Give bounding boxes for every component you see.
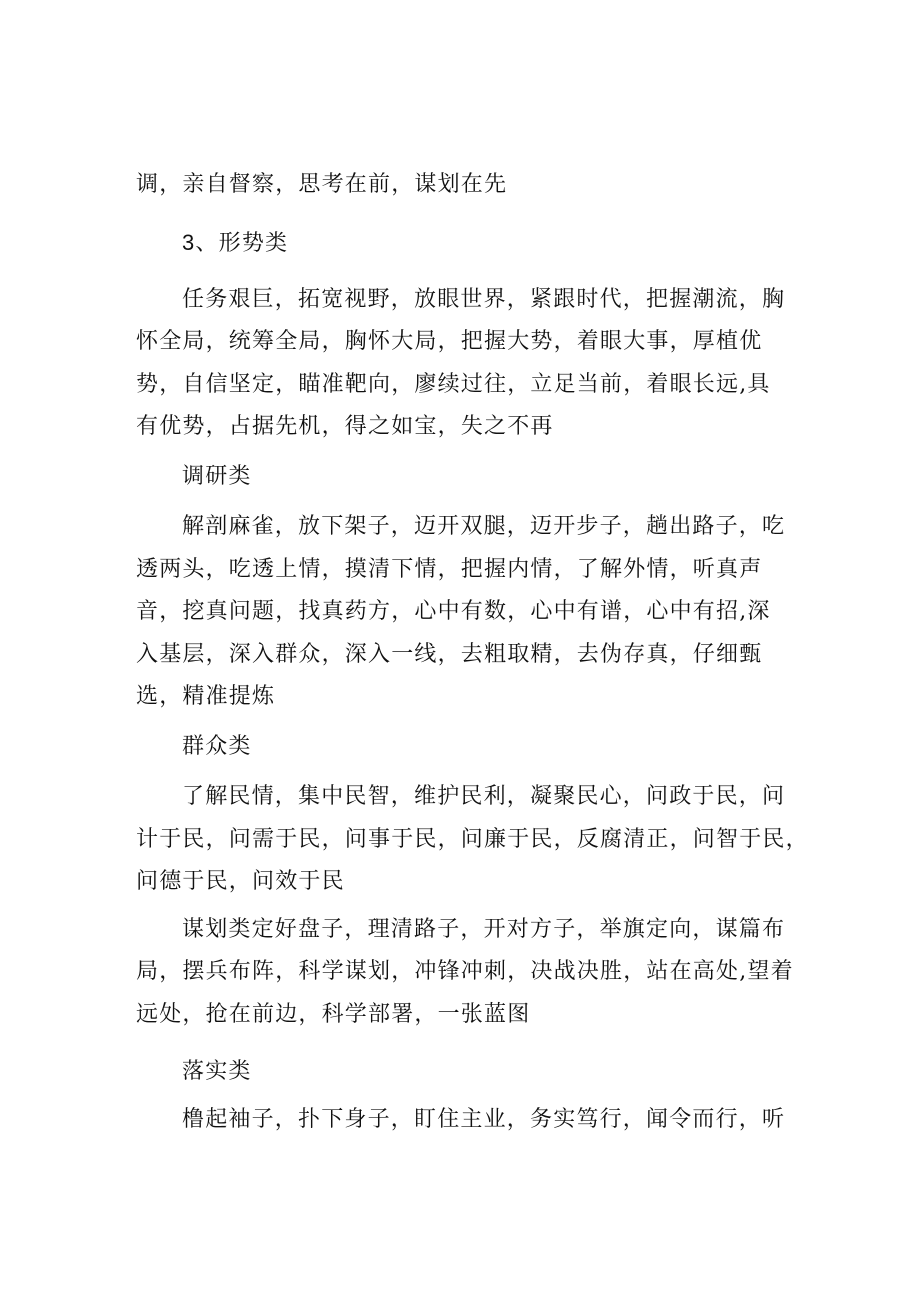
text-line: 局，摆兵布阵，科学谋划，冲锋冲刺，决战决胜，站在高处,望着 [136, 959, 794, 984]
section-heading-implementation: 落实类 [182, 1059, 252, 1084]
text-line: 任务艰巨，拓宽视野，放眼世界，紧跟时代，把握潮流，胸 [182, 287, 786, 312]
section-heading-research: 调研类 [182, 464, 252, 489]
text-line: 调，亲自督察，思考在前，谋划在先 [136, 172, 508, 197]
text-line: 计于民，问需于民，问事于民，问廉于民，反腐清正，问智于民， [136, 827, 809, 852]
text-line: 选，精准提炼 [136, 684, 276, 709]
text-line: 怀全局，统筹全局，胸怀大局，把握大势，着眼大事，厚植优 [136, 329, 763, 354]
text-line: 远处，抢在前边，科学部署，一张蓝图 [136, 1002, 531, 1027]
text-line: 谋划类定好盘子，理清路子，开对方子，举旗定向，谋篇布 [182, 917, 786, 942]
text-line: 音，挖真问题，找真药方，心中有数，心中有谱，心中有招,深 [136, 599, 771, 624]
text-line: 解剖麻雀，放下架子，迈开双腿，迈开步子，趟出路子，吃 [182, 514, 786, 539]
text-line: 橹起袖子，扑下身子，盯住主业，务实笃行，闻令而行，听 [182, 1107, 786, 1132]
text-line: 透两头，吃透上情，摸清下情，把握内情，了解外情，听真声 [136, 557, 763, 582]
text-line: 了解民情，集中民智，维护民利，凝聚民心，问政于民，问 [182, 784, 786, 809]
text-line: 问德于民，问效于民 [136, 869, 345, 894]
section-heading-situation: 3、形势类 [182, 230, 289, 255]
section-heading-masses: 群众类 [182, 734, 252, 759]
text-line: 入基层，深入群众，深入一线，去粗取精，去伪存真，仔细甄 [136, 642, 763, 667]
text-line: 有优势，占据先机，得之如宝，失之不再 [136, 414, 554, 439]
text-line: 势，自信坚定，瞄准靶向，廖续过往，立足当前，着眼长远,具 [136, 372, 771, 397]
